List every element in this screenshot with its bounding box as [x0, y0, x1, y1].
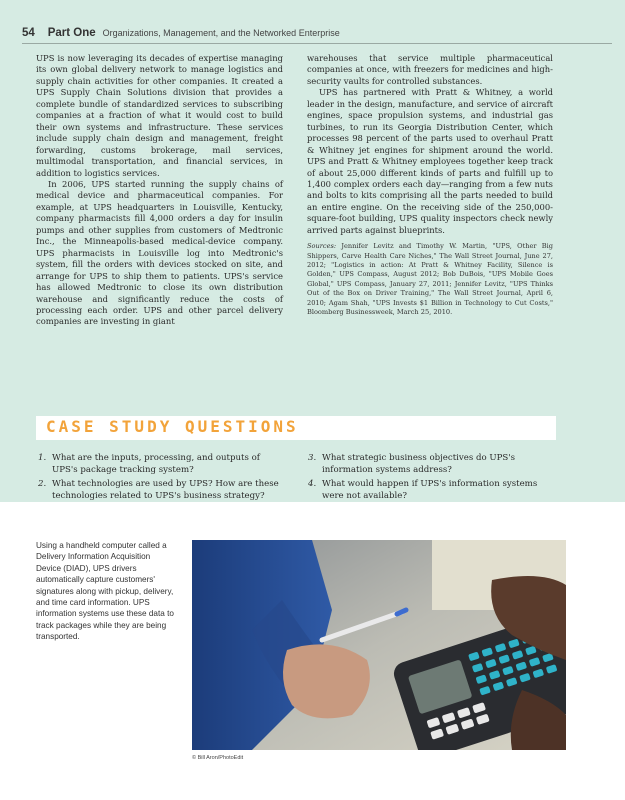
question-text: What would happen if UPS's information systems were not available? [322, 479, 538, 501]
sources-note [307, 242, 553, 317]
writing-hand [283, 644, 370, 718]
question-number: 4. [308, 479, 317, 489]
paragraph: warehouses that service multiple pharmaceutical companies at once, with freezers for medicines and high-security vaults for controlled substances. [307, 53, 553, 86]
question-text: What technologies are used by UPS? How are these technologies related to UPS's business strategy? [52, 479, 279, 501]
paragraph: UPS has partnered with Pratt & Whitney, a world leader in the design, manufacture, and service of aircraft engines, space propulsion systems, and industrial gas turbines, to run its Georgia Distribution Center, which processes 98 percent of the parts used to overhaul Pratt & Whitney jet engines for shipment around the world. UPS and Pratt & Whitney employees together keep track of about 25,000 different kinds of parts and fulfill up to 1,400 complex orders each day—ranging from a few nuts and bolts to kits comprising all the parts needed to build an entire engine. On the receiving side of the 250,000-square-foot building, UPS quality inspectors check newly arrived parts against blueprints. [307, 87, 553, 235]
photo-illustration [192, 540, 566, 750]
question-text: What strategic business objectives do UPS's information systems address? [322, 453, 516, 475]
photo-credit: © Bill Aron/PhotoEdit [192, 755, 244, 761]
question-item [308, 452, 557, 476]
question-item [38, 452, 287, 476]
left-text-column [36, 53, 283, 328]
sources-label: Sources: [307, 242, 337, 251]
case-questions-heading: CASE STUDY QUESTIONS [46, 417, 299, 436]
diad-handheld-photo [192, 540, 566, 750]
part-label: Part One [47, 27, 96, 39]
paragraph: UPS is now leveraging its decades of expertise managing its own global delivery network to manage logistics and supply chain activities for other companies. It created a UPS Supply Chain Solutions division that provides a complete bundle of standardized services to subscribing companies at a fraction of what it would cost to build their own systems and infrastructure. These services include supply chain design and management, freight forwarding, customs brokerage, mail services, multimodal transportation, and financial services, in addition to logistics services. [36, 53, 283, 178]
question-item [38, 478, 287, 502]
question-number: 3. [308, 453, 317, 463]
question-text: What are the inputs, processing, and outputs of UPS's package tracking system? [52, 453, 260, 475]
right-text-column [307, 53, 553, 318]
figure-caption: Using a handheld computer called a Delivery Information Acquisition Device (DIAD), UPS drivers automatically capture customers' signatures along with pickup, delivery, and time card information. UPS information systems use these data to track packages while they are being transported. [36, 541, 174, 642]
question-number: 2. [38, 479, 47, 489]
question-item [308, 478, 557, 502]
header-rule [22, 43, 612, 44]
part-title: Organizations, Management, and the Networked Enterprise [102, 28, 340, 38]
running-header [22, 27, 612, 41]
sources-text: Jennifer Levitz and Timothy W. Martin, "UPS, Other Big Shippers, Carve Health Care Niches," The Wall Street Journal, June 27, 2012; "Logistics in action: At Pratt & Whitney Facility, Silence is Golden," UPS Compass, August 2012; Bob DuBois, "UPS Mobile Goes Global," UPS Compass, January 27, 2011; Jennifer Levitz, "UPS Thinks Out of the Box on Driver Training," The Wall Street Journal, April 6, 2010; Agam Shah, "UPS Invests $1 Billion in Technology to Cut Costs," Bloomberg Businessweek, March 25, 2010. [307, 242, 553, 317]
page-number: 54 [22, 27, 35, 39]
question-number: 1. [38, 453, 47, 463]
paragraph: In 2006, UPS started running the supply chains of medical device and pharmaceutical companies. For example, at UPS headquarters in Louisville, Kentucky, company pharmacists fill 4,000 orders a day for insulin pumps and other supplies from customers of Medtronic Inc., the Minneapolis-based medical-device company. UPS pharmacists in Louisville log into Medtronic's system, fill the orders with devices stocked on site, and arrange for UPS to ship them to patients. UPS's service has allowed Medtronic to close its own distribution warehouse and significantly reduce the costs of processing each order. UPS and other parcel delivery companies are investing in giant [36, 178, 283, 327]
